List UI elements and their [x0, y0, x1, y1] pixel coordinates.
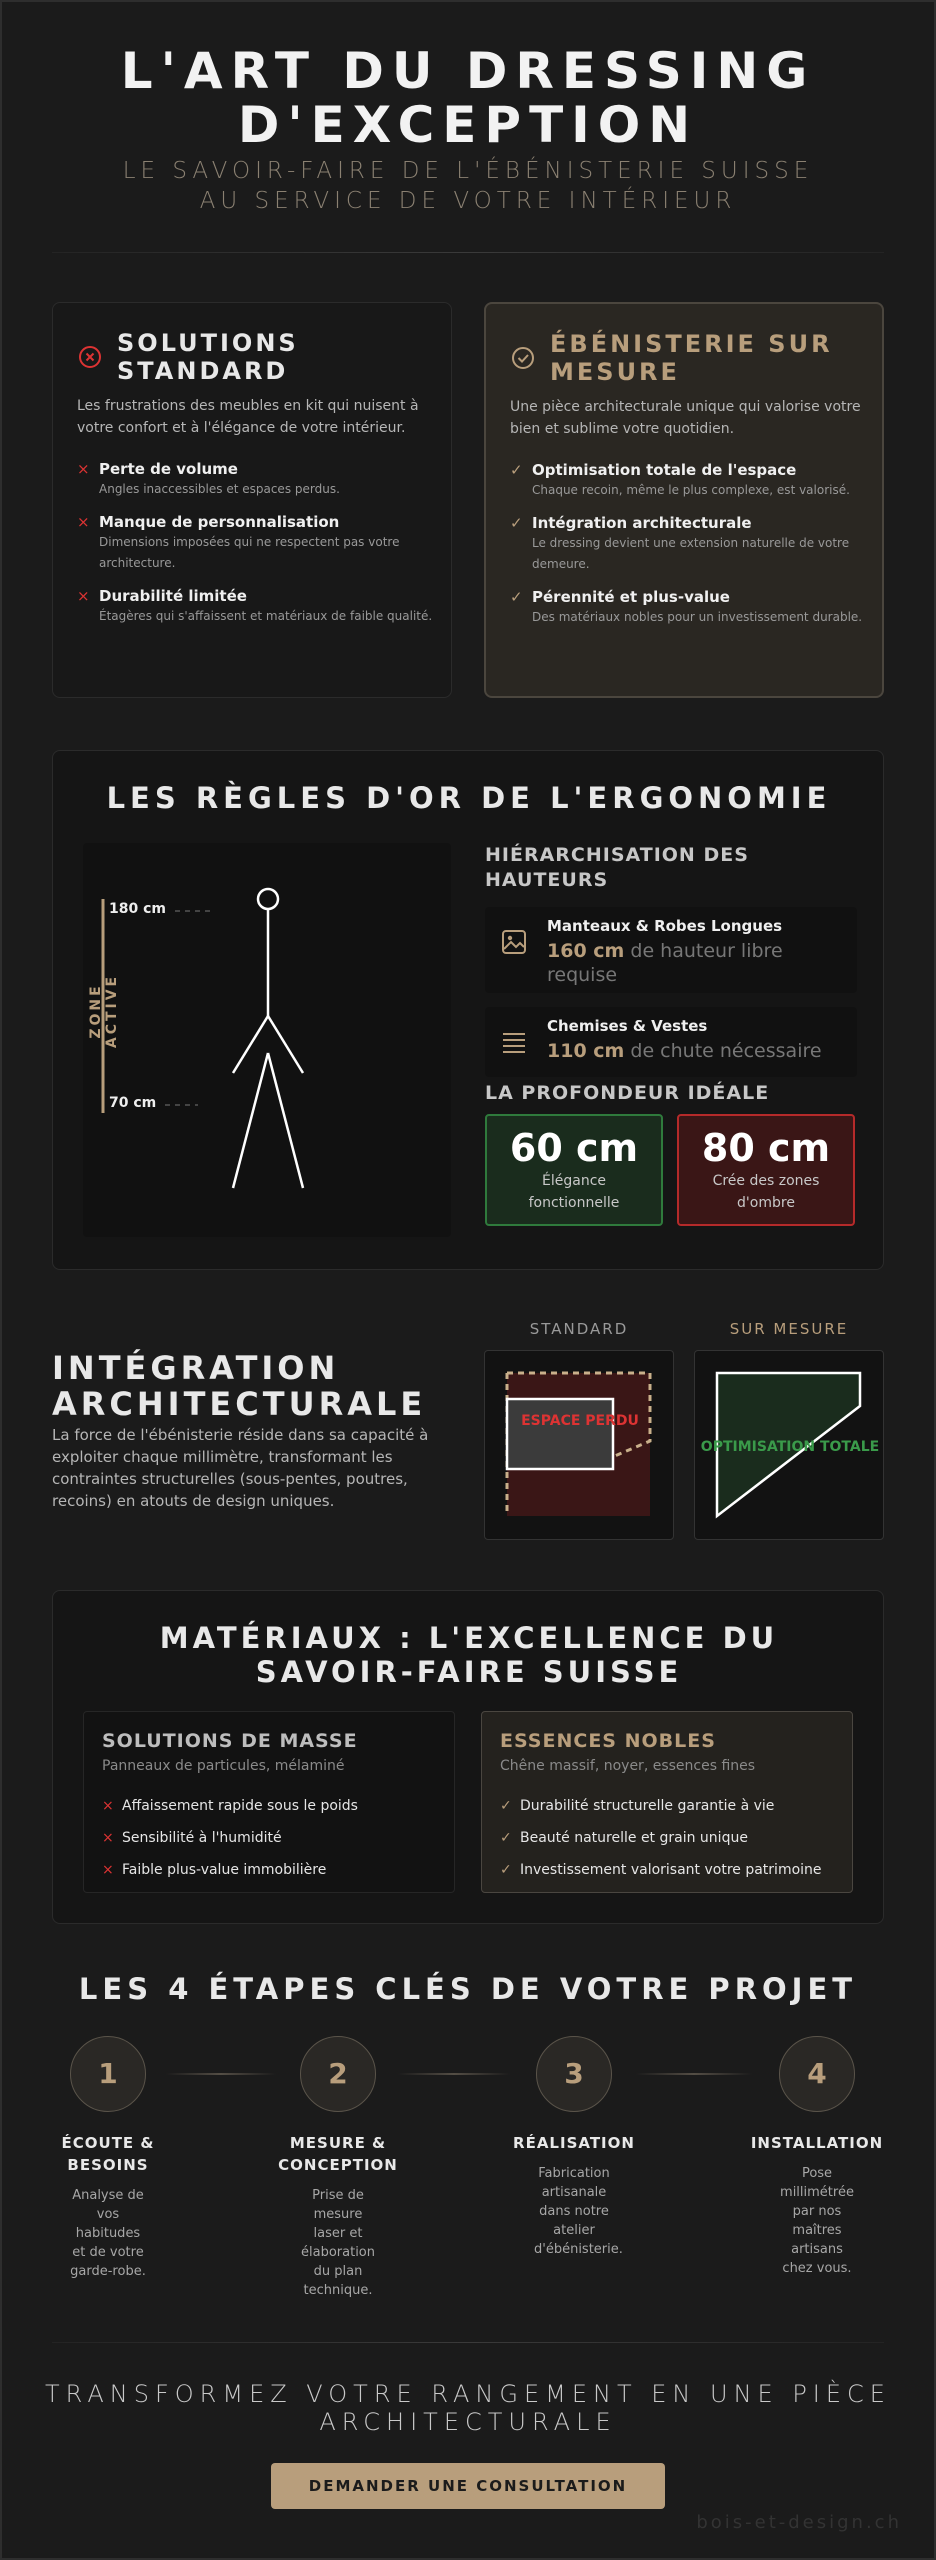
integration-title: INTÉGRATION ARCHITECTURALE — [52, 1349, 427, 1423]
list-item: ✓ Investissement valorisant votre patrimoine — [500, 1854, 822, 1886]
check-mark-icon: ✓ — [510, 588, 523, 606]
step-title: MESURE & CONCEPTION — [278, 2134, 398, 2174]
section-title: LES RÈGLES D'OR DE L'ERGONOMIE — [106, 781, 832, 815]
x-mark-icon: × — [102, 1862, 114, 1878]
noble-list — [500, 1790, 822, 1886]
noble-woods-panel: ESSENCES NOBLES Chêne massif, noyer, essences fines ✓ Durabilité structurelle garantie à vie ✓ Beauté naturelle et grain unique ✓ Investissement valorisant votre patrimoine — [481, 1711, 853, 1893]
card-intro: Les frustrations des meubles en kit qui nuisent à votre confort et à l'élégance de votre intérieur. — [77, 398, 419, 436]
list-item: ✓ Optimisation totale de l'espace Chaque recoin, même le plus complexe, est valorisé. — [510, 460, 870, 501]
x-mark-icon: × — [77, 513, 90, 531]
list-item: × Affaissement rapide sous le poids — [102, 1790, 358, 1822]
height-mark-low: 70 cm — [109, 1095, 157, 1111]
depth-too-deep-box: 80 cm Crée des zones d'ombre — [677, 1114, 855, 1226]
card-title: ÉBÉNISTERIE SUR MESURE — [550, 330, 833, 386]
step-description: Fabrication artisanale dans notre atelier d'ébénisterie. — [534, 2166, 623, 2257]
x-mark-icon: × — [102, 1830, 114, 1846]
custom-cabinetry-card — [484, 302, 884, 698]
list-item: ✓ Pérennité et plus-value Des matériaux nobles pour un investissement durable. — [510, 587, 870, 628]
step-number: 2 — [300, 2036, 376, 2112]
check-mark-icon: ✓ — [500, 1862, 512, 1878]
list-item: × Manque de personnalisation Dimensions imposées qui ne respectent pas votre architecture. — [77, 512, 437, 574]
x-mark-icon: × — [77, 587, 90, 605]
list-item: × Sensibilité à l'humidité — [102, 1822, 358, 1854]
depth-title: LA PROFONDEUR IDÉALE — [485, 1082, 770, 1104]
optimization-label: OPTIMISATION TOTALE — [700, 1439, 880, 1455]
depth-comparison — [485, 1114, 857, 1226]
integration-description: La force de l'ébénisterie réside dans sa capacité à exploiter chaque millimètre, transformant les contraintes structurelles (sous-pentes, poutres, recoins) en atouts de design uniques. — [52, 1426, 429, 1510]
watermark: bois-et-design.ch — [696, 2512, 902, 2533]
check-circle-icon — [510, 345, 536, 371]
ergonomics-figure — [83, 843, 451, 1237]
hierarchy-title: HIÉRARCHISATION DES HAUTEURS — [485, 844, 749, 891]
height-mark-high: 180 cm — [109, 901, 166, 917]
x-mark-icon: × — [77, 460, 90, 478]
custom-integration-diagram — [694, 1350, 884, 1540]
standard-integration-diagram — [484, 1350, 674, 1540]
list-item: ✓ Intégration architecturale Le dressing devient une extension naturelle de votre demeure. — [510, 513, 870, 575]
steps-title: LES 4 ÉTAPES CLÉS DE VOTRE PROJET — [78, 1972, 858, 2006]
check-mark-icon: ✓ — [510, 461, 523, 479]
step-4 — [737, 2036, 897, 2278]
materials-section — [52, 1590, 884, 1924]
step-title: RÉALISATION — [513, 2134, 635, 2152]
step-title: INSTALLATION — [750, 2134, 884, 2152]
mass-list — [102, 1790, 358, 1886]
step-number: 3 — [536, 2036, 612, 2112]
list-item: × Durabilité limitée Étagères qui s'affaissent et matériaux de faible qualité. — [77, 586, 437, 627]
card-title: SOLUTIONS STANDARD — [117, 329, 299, 385]
check-mark-icon: ✓ — [510, 514, 523, 532]
card-intro: Une pièce architecturale unique qui valorise votre bien et sublime votre quotidien. — [510, 399, 861, 437]
list-item: × Perte de volume Angles inaccessibles et espaces perdus. — [77, 459, 437, 500]
problems-list — [77, 459, 437, 639]
step-description: Prise de mesure laser et élaboration du plan technique. — [301, 2188, 375, 2298]
height-rule-short: Chemises & Vestes 110 cm de chute nécessaire — [485, 1007, 857, 1077]
ergonomics-details — [485, 843, 857, 1226]
divider — [52, 2342, 884, 2343]
custom-label: SUR MESURE — [729, 1320, 849, 1338]
x-circle-icon — [77, 344, 103, 370]
depth-ideal-box: 60 cm Élégance fonctionnelle — [485, 1114, 663, 1226]
cta-headline: TRANSFORMEZ VOTRE RANGEMENT EN UNE PIÈCE ARCHITECTURALE — [45, 2380, 891, 2436]
divider — [52, 252, 884, 253]
image-frame-icon — [501, 929, 527, 955]
list-item: ✓ Beauté naturelle et grain unique — [500, 1822, 822, 1854]
list-item: ✓ Durabilité structurelle garantie à vie — [500, 1790, 822, 1822]
step-description: Pose millimétrée par nos maîtres artisans chez vous. — [780, 2166, 854, 2276]
step-1 — [28, 2036, 188, 2281]
step-3 — [494, 2036, 654, 2259]
mass-solutions-panel: SOLUTIONS DE MASSE Panneaux de particules, mélaminé × Affaissement rapide sous le poids × Sensibilité à l'humidité × Faible plus-value immobilière — [83, 1711, 455, 1893]
benefits-list — [510, 460, 870, 640]
section-title: MATÉRIAUX : L'EXCELLENCE DU SAVOIR-FAIRE SUISSE — [159, 1621, 779, 1689]
zone-label: ZONE ACTIVE — [88, 973, 120, 1049]
list-item: × Faible plus-value immobilière — [102, 1854, 358, 1886]
lost-space-label: ESPACE PERDU — [521, 1413, 639, 1429]
lines-icon — [501, 1029, 527, 1055]
ergonomics-section — [52, 750, 884, 1270]
x-mark-icon: × — [102, 1798, 114, 1814]
step-title: ÉCOUTE & BESOINS — [61, 2134, 155, 2174]
request-consultation-button[interactable]: DEMANDER UNE CONSULTATION — [271, 2463, 665, 2509]
standard-solutions-card — [52, 302, 452, 698]
check-mark-icon: ✓ — [500, 1830, 512, 1846]
step-number: 4 — [779, 2036, 855, 2112]
check-mark-icon: ✓ — [500, 1798, 512, 1814]
step-description: Analyse de vos habitudes et de votre garde-robe. — [70, 2188, 146, 2279]
page-subtitle: LE SAVOIR-FAIRE DE L'ÉBÉNISTERIE SUISSE AU SERVICE DE VOTRE INTÉRIEUR — [122, 158, 814, 214]
height-rule-long: Manteaux & Robes Longues 160 cm de hauteur libre requise — [485, 907, 857, 993]
step-number: 1 — [70, 2036, 146, 2112]
step-2 — [258, 2036, 418, 2300]
standard-label: STANDARD — [529, 1320, 629, 1338]
page-title: L'ART DU DRESSING D'EXCEPTION — [120, 42, 816, 154]
